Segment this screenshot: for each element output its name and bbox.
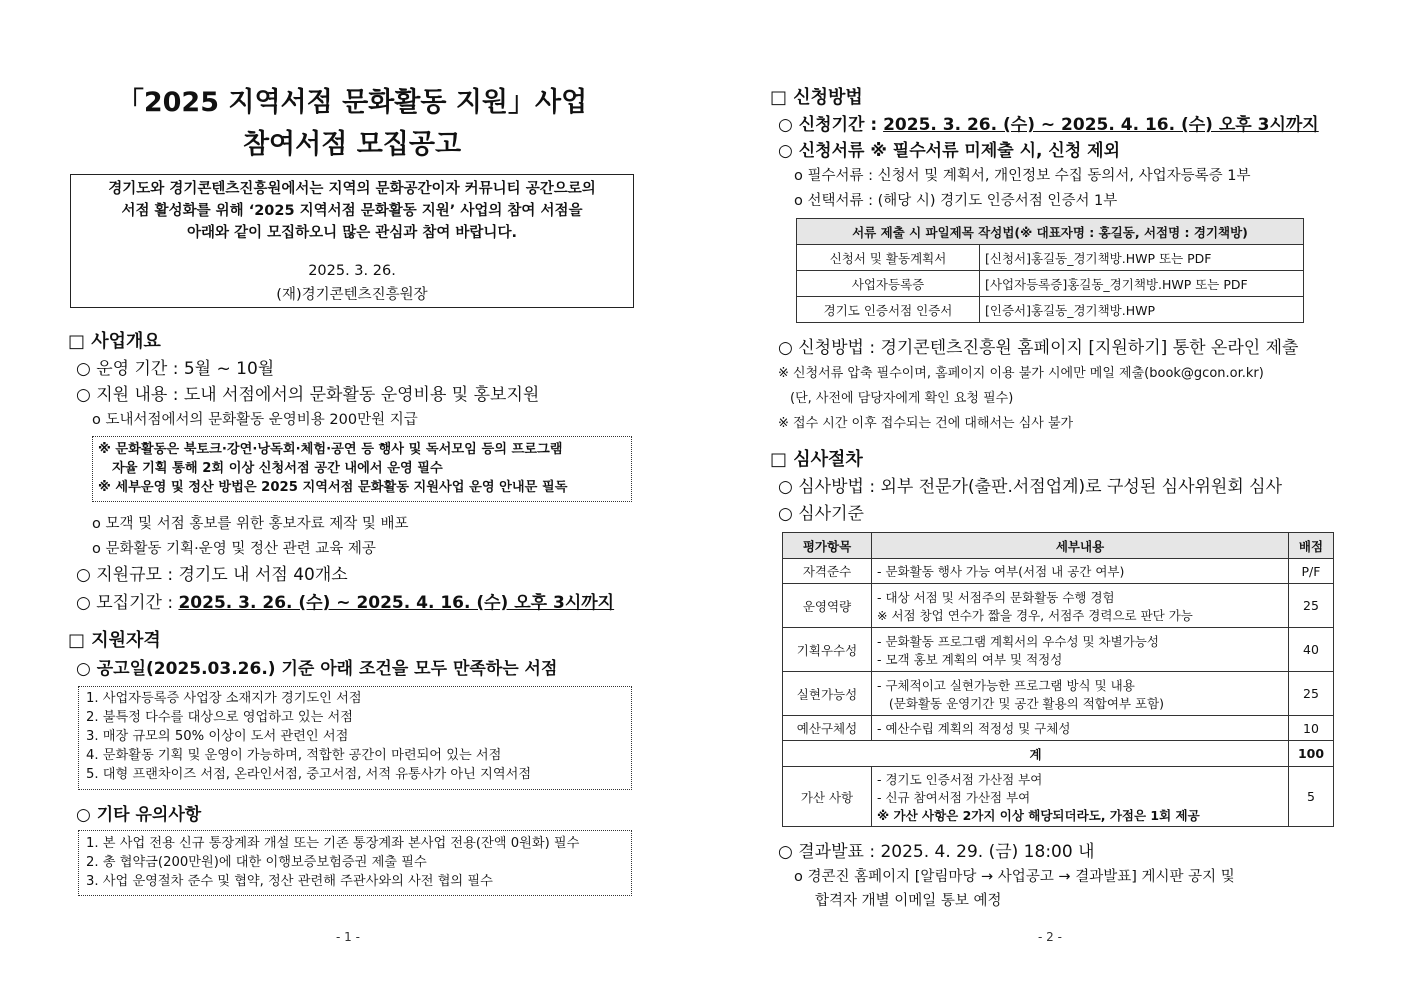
file-doc-type: 경기도 인증서점 인증서 — [797, 297, 980, 323]
eval-head-details: 세부내용 — [872, 533, 1289, 559]
eval-score: P/F — [1289, 559, 1334, 584]
table-row — [783, 672, 1334, 716]
etc-item: 2. 총 협약금(200만원)에 대한 이행보증보험증권 제출 필수 — [86, 855, 427, 870]
file-name-format: [인증서]홍길동_경기책방.HWP — [980, 297, 1304, 323]
education-item: o 문화활동 기획·운영 및 정산 관련 교육 제공 — [92, 541, 376, 557]
file-naming-header: 서류 제출 시 파일제목 작성법(※ 대표자명 : 홍길동, 서점명 : 경기책방) — [797, 219, 1304, 245]
eval-details: - 구체적이고 실현가능한 프로그램 방식 및 내용 (문화활동 운영기간 및 공간 활용의 적합여부 포함) — [872, 672, 1289, 716]
support-scale: ○ 지원규모 : 경기도 내 서점 40개소 — [76, 565, 348, 585]
table-row — [797, 297, 1304, 323]
review-method: ○ 심사방법 : 외부 전문가(출판.서점업계)로 구성된 심사위원회 심사 — [778, 477, 1283, 497]
eval-head-item: 평가항목 — [783, 533, 872, 559]
eval-item: 예산구체성 — [783, 716, 872, 741]
table-row — [783, 584, 1334, 628]
notice-date: 2025. 3. 26. — [308, 263, 396, 279]
apply-period — [778, 110, 1319, 135]
section-eligibility: □ 지원자격 — [68, 630, 161, 651]
table-row — [797, 271, 1304, 297]
activity-note-box — [92, 436, 632, 502]
table-row — [797, 245, 1304, 271]
etc-notes-heading: ○ 기타 유의사항 — [76, 805, 202, 825]
intro-line: 아래와 같이 모집하오니 많은 관심과 참여 바랍니다. — [187, 225, 517, 241]
title-line-2: 참여서점 모집공고 — [242, 129, 462, 160]
eval-details: - 문화활동 행사 가능 여부(서점 내 공간 여부) — [872, 559, 1289, 584]
promotion-item: o 모객 및 서점 홍보를 위한 홍보자료 제작 및 배포 — [92, 516, 409, 532]
apply-label: ○ 신청기간 : — [778, 115, 884, 135]
required-docs: o 필수서류 : 신청서 및 계획서, 개인정보 수집 동의서, 사업자등록증 1부 — [794, 168, 1251, 184]
total-score: 100 — [1289, 741, 1334, 767]
condition-item: 4. 문화활동 기획 및 운영이 가능하며, 적합한 공간이 마련되어 있는 서점 — [86, 748, 502, 763]
total-row — [783, 741, 1334, 767]
method-note-2: (단, 사전에 담당자에게 확인 요청 필수) — [790, 391, 1014, 406]
operation-period: ○ 운영 기간 : 5월 ~ 10월 — [76, 359, 275, 379]
issuing-org: (재)경기콘텐츠진흥원장 — [276, 287, 428, 303]
bonus-item: 가산 사항 — [783, 767, 872, 827]
condition-item: 3. 매장 규모의 50% 이상이 도서 관련인 서점 — [86, 729, 349, 744]
etc-item: 1. 본 사업 전용 신규 통장계좌 개설 또는 기존 통장계좌 본사업 전용(잔액 0원화) 필수 — [86, 836, 580, 851]
evaluation-table — [782, 532, 1334, 827]
file-name-format: [신청서]홍길동_경기책방.HWP 또는 PDF — [980, 245, 1304, 271]
intro-line: 경기도와 경기콘텐츠진흥원에서는 지역의 문화공간이자 커뮤니티 공간으로의 — [108, 181, 596, 197]
support-content: ○ 지원 내용 : 도내 서점에서의 문화활동 운영비용 및 홍보지원 — [76, 385, 540, 405]
note-line: 자율 기획 통해 2회 이상 신청서점 공간 내에서 운영 필수 — [112, 461, 443, 476]
condition-item: 1. 사업자등록증 사업장 소재지가 경기도인 서점 — [86, 691, 362, 706]
method-note-3: ※ 접수 시간 이후 접수되는 건에 대해서는 심사 불가 — [778, 416, 1074, 431]
note-line: ※ 문화활동은 북토크·강연·낭독회·체험·공연 등 행사 및 독서모임 등의 프로그램 — [98, 442, 563, 457]
result-detail-1: o 경콘진 홈페이지 [알림마당 → 사업공고 → 결과발표] 게시판 공지 및 — [794, 869, 1235, 885]
section-application: □ 신청방법 — [770, 87, 863, 108]
method-note-1: ※ 신청서류 압축 필수이며, 홈페이지 이용 불가 시에만 메일 제출(book@gcon.or.kr) — [778, 366, 1264, 381]
conditions-box — [78, 686, 632, 790]
apply-method: ○ 신청방법 : 경기콘텐츠진흥원 홈페이지 [지원하기] 통한 온라인 제출 — [778, 338, 1299, 358]
apply-docs: ○ 신청서류 ※ 필수서류 미제출 시, 신청 제외 — [778, 141, 1120, 161]
intro-line: 서점 활성화를 위해 ‘2025 지역서점 문화활동 지원’ 사업의 참여 서점을 — [121, 203, 583, 219]
title-line-1: 「2025 지역서점 문화활동 지원」사업 — [116, 87, 588, 118]
eval-item: 기획우수성 — [783, 628, 872, 672]
eval-details: - 대상 서점 및 서점주의 문화활동 수행 경험 ※ 서점 창업 연수가 짧을 경우, 서점주 경력으로 판단 가능 — [872, 584, 1289, 628]
table-row — [783, 628, 1334, 672]
file-name-format: [사업자등록증]홍길동_경기책방.HWP 또는 PDF — [980, 271, 1304, 297]
eval-details: - 문화활동 프로그램 계획서의 우수성 및 차별가능성 - 모객 홍보 계획의 여부 및 적정성 — [872, 628, 1289, 672]
eval-item: 자격준수 — [783, 559, 872, 584]
eval-score: 25 — [1289, 584, 1334, 628]
page-number-1: - 1 - — [336, 930, 360, 944]
bonus-score: 5 — [1289, 767, 1334, 827]
file-naming-table — [796, 218, 1304, 323]
file-doc-type: 신청서 및 활동계획서 — [797, 245, 980, 271]
eval-item: 운영역량 — [783, 584, 872, 628]
etc-item: 3. 사업 운영절차 준수 및 협약, 정산 관련해 주관사와의 사전 협의 필수 — [86, 874, 493, 889]
optional-docs: o 선택서류 : (해당 시) 경기도 인증서점 인증서 1부 — [794, 193, 1118, 209]
section-review: □ 심사절차 — [770, 449, 863, 470]
result-announcement: ○ 결과발표 : 2025. 4. 29. (금) 18:00 내 — [778, 842, 1095, 862]
eval-score: 10 — [1289, 716, 1334, 741]
etc-notes-box — [78, 830, 632, 896]
table-row — [783, 559, 1334, 584]
condition-item: 2. 불특정 다수를 대상으로 영업하고 있는 서점 — [86, 710, 354, 725]
note-line: ※ 세부운영 및 정산 방법은 2025 지역서점 문화활동 지원사업 운영 안내문 필독 — [98, 480, 568, 495]
eligibility-criteria: ○ 공고일(2025.03.26.) 기준 아래 조건을 모두 만족하는 서점 — [76, 659, 558, 679]
bonus-row — [783, 767, 1334, 827]
total-label: 계 — [783, 741, 1289, 767]
section-overview: □ 사업개요 — [68, 331, 161, 352]
cost-support: o 도내서점에서의 문화활동 운영비용 200만원 지급 — [92, 412, 418, 428]
table-row — [783, 716, 1334, 741]
eval-item: 실현가능성 — [783, 672, 872, 716]
review-criteria: ○ 심사기준 — [778, 504, 864, 524]
recruit-label: ○ 모집기간 : — [76, 593, 179, 613]
result-detail-2: 합격자 개별 이메일 통보 예정 — [815, 893, 1002, 909]
page-number-2: - 2 - — [1038, 930, 1062, 944]
recruit-value: 2025. 3. 26. (수) ~ 2025. 4. 16. (수) 오후 3시까지 — [178, 593, 615, 613]
intro-box — [70, 174, 634, 308]
condition-item: 5. 대형 프랜차이즈 서점, 온라인서점, 중고서점, 서적 유통사가 아닌 지역서점 — [86, 767, 532, 782]
file-doc-type: 사업자등록증 — [797, 271, 980, 297]
eval-score: 25 — [1289, 672, 1334, 716]
bonus-details: - 경기도 인증서점 가산점 부여 - 신규 참여서점 가산점 부여 ※ 가산 사항은 2가지 이상 해당되더라도, 가점은 1회 제공 — [872, 767, 1289, 827]
apply-value: 2025. 3. 26. (수) ~ 2025. 4. 16. (수) 오후 3시까지 — [883, 115, 1319, 135]
eval-score: 40 — [1289, 628, 1334, 672]
eval-details: - 예산수립 계획의 적정성 및 구체성 — [872, 716, 1289, 741]
eval-head-score: 배점 — [1289, 533, 1334, 559]
recruit-period — [76, 588, 614, 613]
